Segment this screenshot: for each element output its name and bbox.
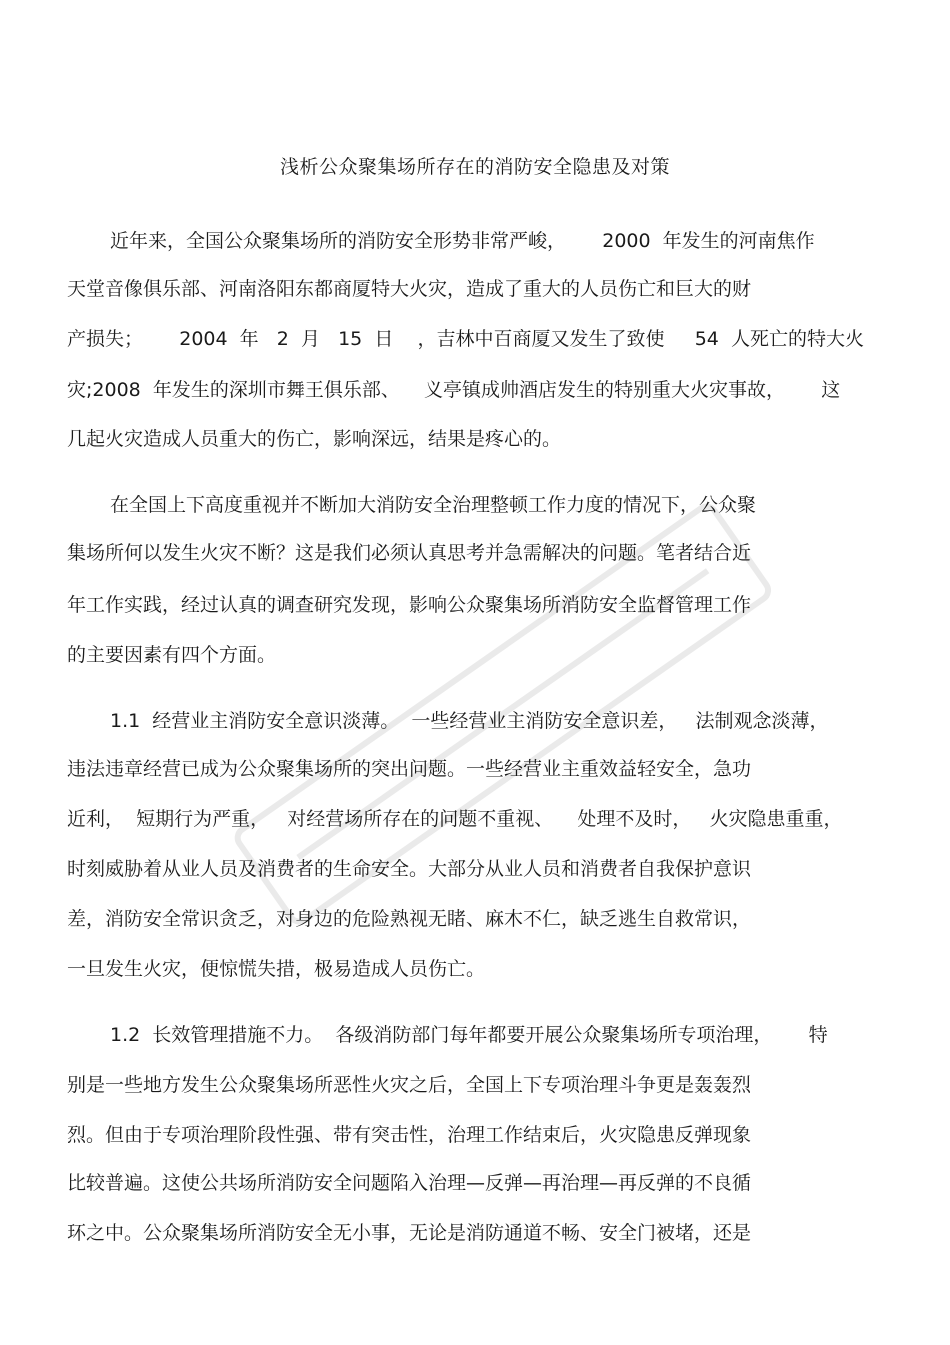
paragraph-3-line-3: 近利， 短期行为严重， 对经营场所存在的问题不重视、 处理不及时， 火灾隐患重重， (67, 808, 843, 830)
paragraph-3-line-6: 一旦发生火灾，便惊慌失措，极易造成人员伤亡。 (67, 958, 486, 980)
paragraph-3-line-5: 差，消防安全常识贪乏，对身边的危险熟视无睹、麻木不仁，缺乏逃生自救常识， (67, 908, 752, 930)
paragraph-3-line-4: 时刻威胁着从业人员及消费者的生命安全。大部分从业人员和消费者自我保护意识 (67, 858, 752, 880)
paragraph-2-line-2: 集场所何以发生火灾不断？这是我们必须认真思考并急需解决的问题。笔者结合近 (67, 542, 752, 564)
paragraph-2-line-3: 年工作实践，经过认真的调查研究发现，影响公众聚集场所消防安全监督管理工作 (67, 594, 752, 616)
paragraph-1-line-5: 几起火灾造成人员重大的伤亡，影响深远，结果是疼心的。 (67, 428, 562, 450)
paragraph-4-line-4: 比较普遍。这使公共场所消防安全问题陷入治理—反弹—再治理—再反弹的不良循 (67, 1172, 752, 1194)
paragraph-3-line-1: 1.1 经营业主消防安全意识淡薄。 一些经营业主消防安全意识差， 法制观念淡薄， (110, 710, 829, 732)
paragraph-1-line-3: 产损失； 2004 年 2 月 15 日 ，吉林中百商厦又发生了致使 54 人死亡的特大火 (67, 328, 864, 350)
paragraph-1-line-4: 灾;2008 年发生的深圳市舞王俱乐部、 义亭镇成帅酒店发生的特别重大火灾事故， 这 (67, 379, 841, 401)
paragraph-2-line-1: 在全国上下高度重视并不断加大消防安全治理整顿工作力度的情况下，公众聚 (110, 494, 757, 516)
paragraph-4-line-3: 烈。但由于专项治理阶段性强、带有突击性，治理工作结束后，火灾隐患反弹现象 (67, 1124, 752, 1146)
document-title: 浅析公众聚集场所存在的消防安全隐患及对策 (279, 156, 670, 178)
paragraph-4-line-2: 别是一些地方发生公众聚集场所恶性火灾之后，全国上下专项治理斗争更是轰轰烈 (67, 1074, 752, 1096)
paragraph-2-line-4: 的主要因素有四个方面。 (67, 644, 277, 666)
paragraph-4-line-5: 环之中。公众聚集场所消防安全无小事，无论是消防通道不畅、安全门被堵，还是 (67, 1222, 752, 1244)
paragraph-3-line-2: 违法违章经营已成为公众聚集场所的突出问题。一些经营业主重效益轻安全，急功 (67, 758, 752, 780)
paragraph-1-line-2: 天堂音像俱乐部、河南洛阳东都商厦特大火灾，造成了重大的人员伤亡和巨大的财 (67, 278, 752, 300)
paragraph-1-line-1: 近年来，全国公众聚集场所的消防安全形势非常严峻， 2000 年发生的河南焦作 (110, 230, 815, 252)
paragraph-4-line-1: 1.2 长效管理措施不力。 各级消防部门每年都要开展公众聚集场所专项治理， 特 (110, 1024, 828, 1046)
